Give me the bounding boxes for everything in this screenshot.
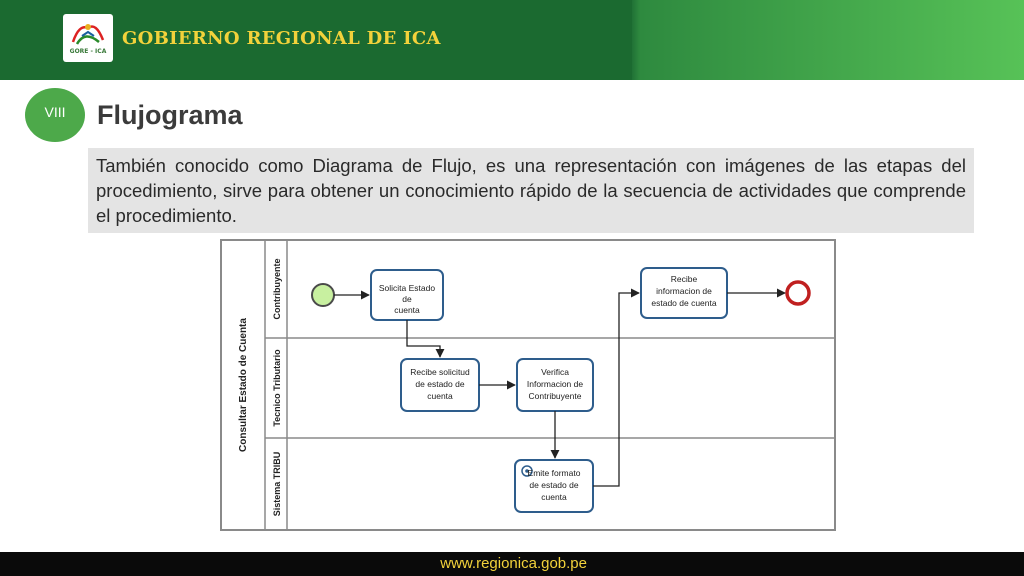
task-emite-formato (515, 460, 593, 512)
task-recibe-informacion (641, 268, 727, 318)
task-label-line: de (402, 294, 412, 304)
footer-url[interactable]: www.regionica.gob.pe (440, 555, 587, 572)
flowchart-diagram (219, 238, 837, 532)
description-box (88, 148, 974, 233)
section-number: VIII (44, 104, 66, 120)
description-text: También conocido como Diagrama de Flujo, es una representación con imágenes de las etapas del procedimiento, sirve para obtener un conocimiento rápido de la secuencia de actividades que comprende el procedimiento. (96, 155, 966, 226)
section-title: Flujograma (97, 100, 243, 130)
logo-icon (69, 18, 107, 48)
task-label-line: de estado de (415, 379, 465, 389)
task-label-line: Recibe (670, 274, 698, 284)
task-label-line: cuenta (427, 391, 453, 401)
header-bar (0, 0, 1024, 80)
header-title: GOBIERNO REGIONAL DE ICA (122, 28, 441, 49)
task-solicita-estado (371, 270, 443, 320)
lane-label-sistema: Sistema TRIBU (272, 451, 282, 517)
lane-label-tecnico: Tecnico Tributario (272, 349, 282, 427)
logo-text: GORE - ICA (69, 48, 107, 55)
start-event (312, 284, 334, 306)
task-label-line: de estado de (529, 480, 579, 490)
task-label-line: cuenta (394, 305, 420, 315)
task-verifica-informacion (517, 359, 593, 411)
footer-bar (0, 552, 1024, 576)
task-label-line: Informacion de (526, 379, 584, 389)
task-label-line: cuenta (541, 492, 567, 502)
gore-ica-logo (63, 14, 113, 62)
end-event (787, 282, 809, 304)
task-label-line: Emite formato (527, 468, 581, 478)
task-label-line: Solicita Estado (378, 283, 436, 293)
task-label-line: Contribuyente (528, 391, 582, 401)
task-label-line: estado de cuenta (651, 298, 717, 308)
task-label-line: Verifica (541, 367, 569, 377)
task-recibe-solicitud (401, 359, 479, 411)
task-label-line: informacion de (656, 286, 712, 296)
task-label-line: Recibe solicitud (410, 367, 470, 377)
pool-label: Consultar Estado de Cuenta (238, 318, 249, 452)
section-number-badge (25, 88, 85, 142)
lane-label-contribuyente: Contribuyente (272, 258, 282, 320)
